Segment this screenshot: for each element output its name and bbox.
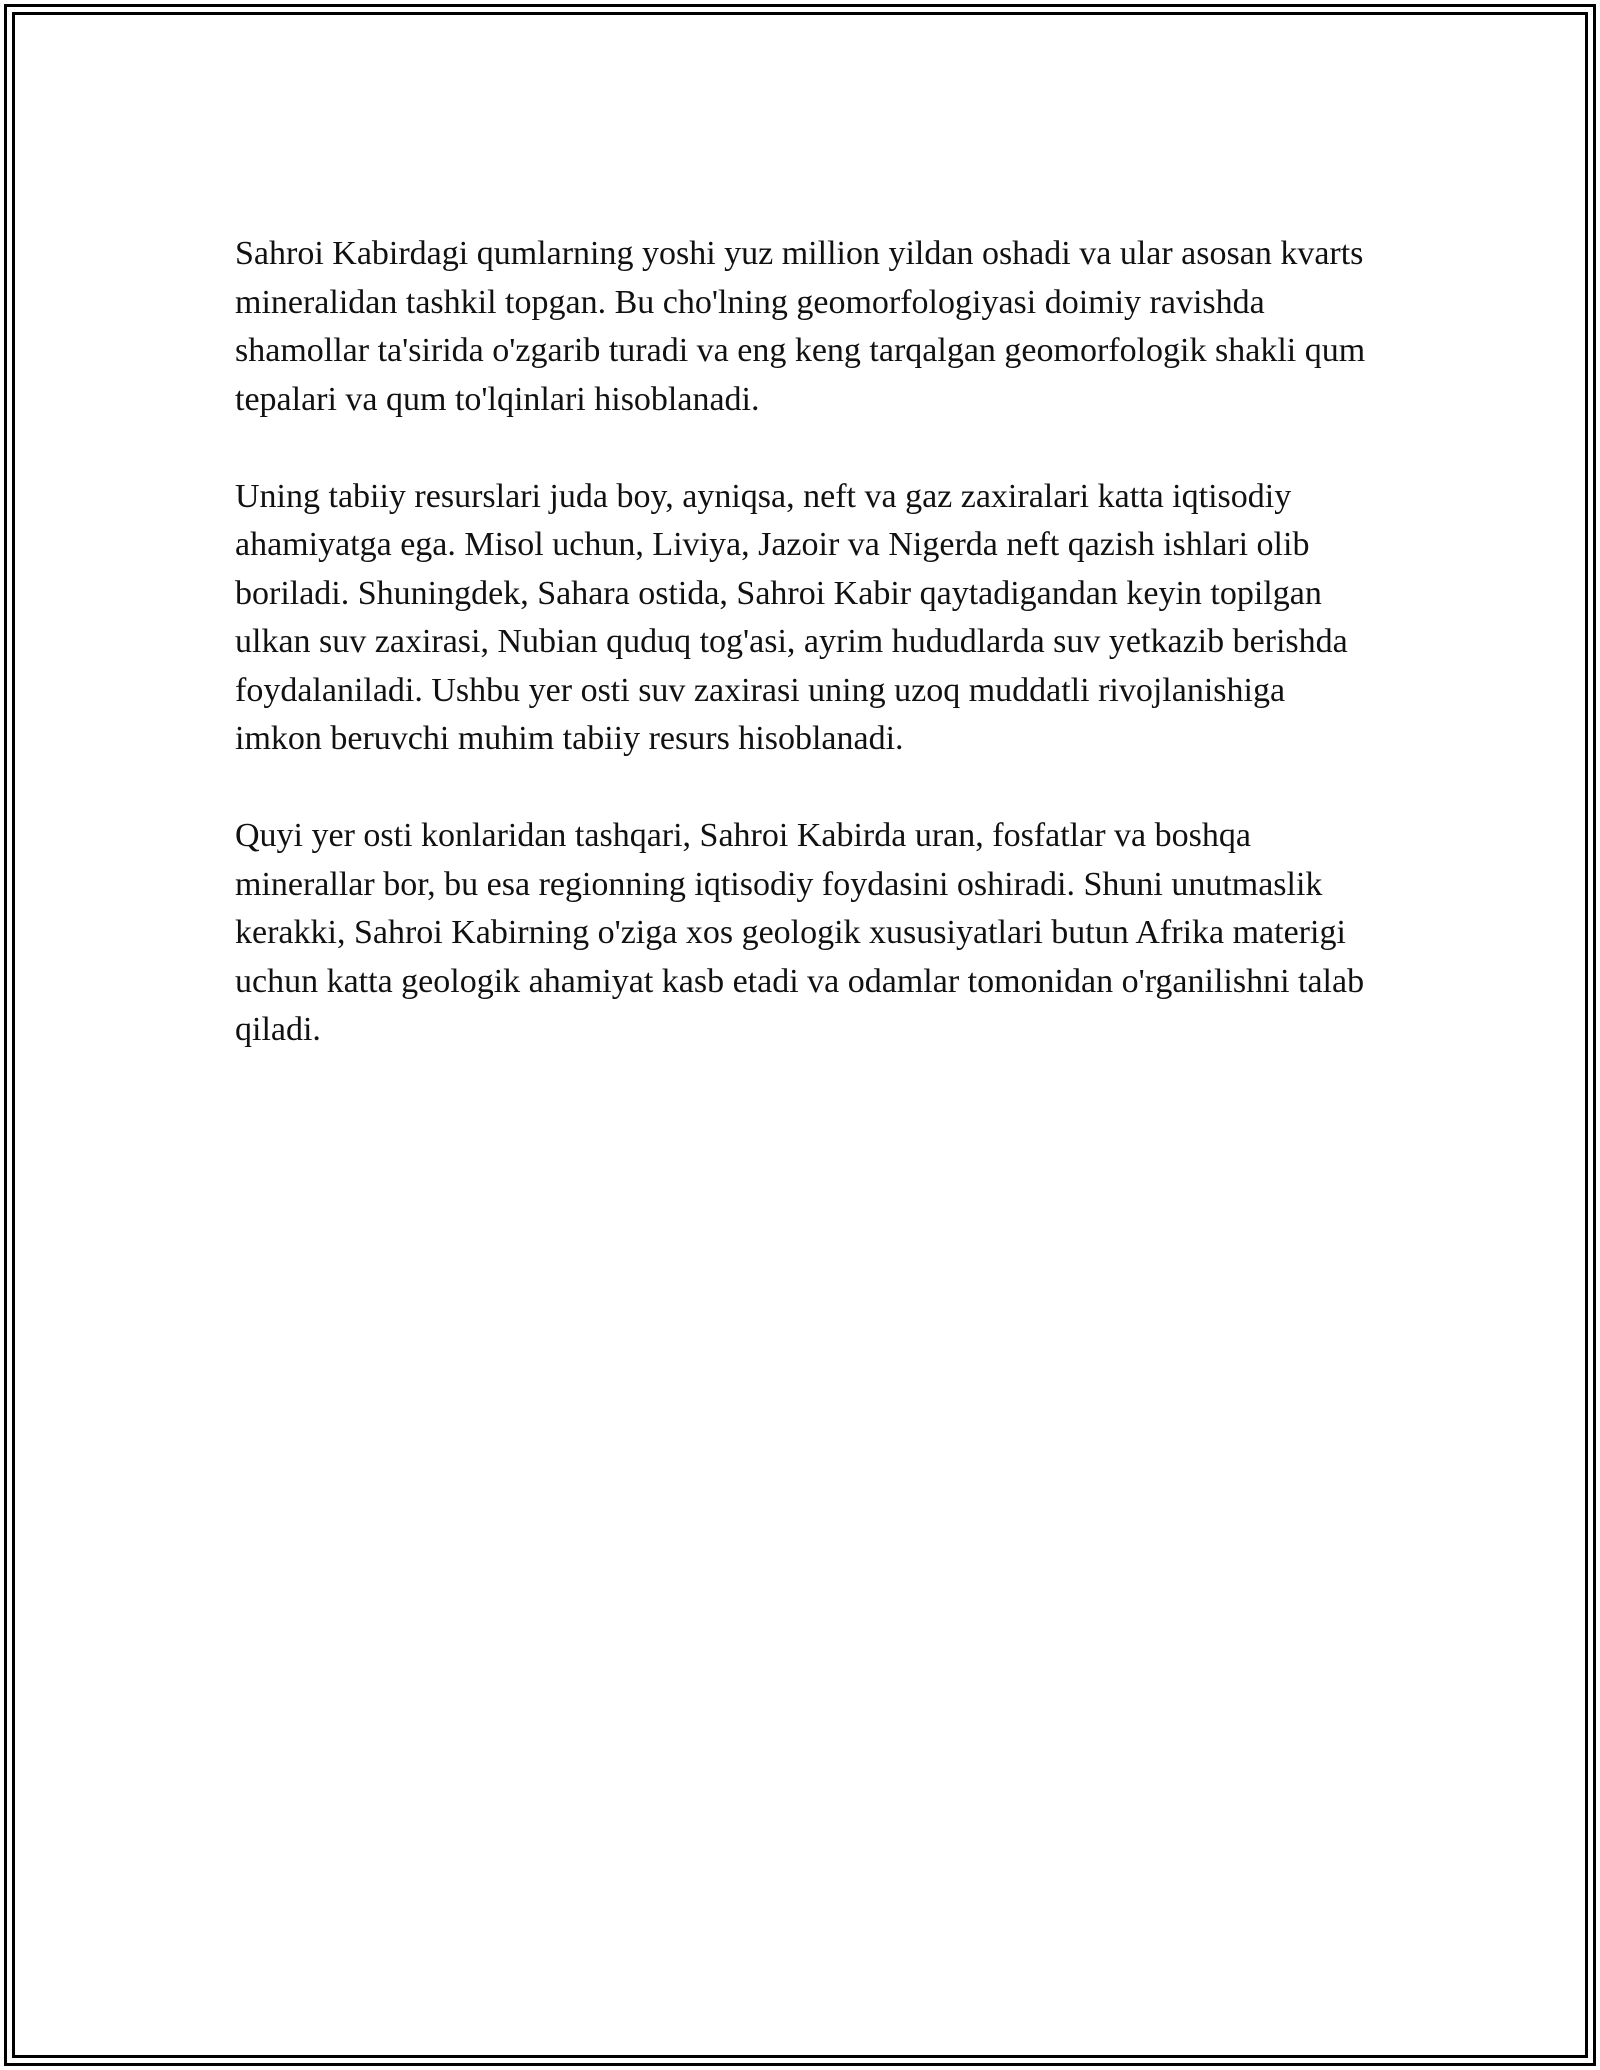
document-body [235,230,1375,1103]
paragraph-3: Quyi yer osti konlaridan tashqari, Sahroi Kabirda uran, fosfatlar va boshqa minerallar bor, bu esa regionning iqtisodiy foydasini oshiradi. Shuni unutmaslik kerakki, Sahroi Kabirning o'ziga xos geologik xususiyatlari butun Afrika materigi uchun katta geologik ahamiyat kasb etadi va odamlar tomonidan o'rganilishni talab qiladi. [235,817,1365,1048]
paragraph-1: Sahroi Kabirdagi qumlarning yoshi yuz million yildan oshadi va ular asosan kvarts mineralidan tashkil topgan. Bu cho'lning geomorfologiyasi doimiy ravishda shamollar ta'sirida o'zgarib turadi va eng keng tarqalgan geomorfologik shakli qum tepalari va qum to'lqinlari hisoblanadi. [235,235,1366,418]
paragraph-2: Uning tabiiy resurslari juda boy, ayniqsa, neft va gaz zaxiralari katta iqtisodiy ahamiyatga ega. Misol uchun, Liviya, Jazoir va Nigerda neft qazish ishlari olib boriladi. Shuningdek, Sahara ostida, Sahroi Kabir qaytadigandan keyin topilgan ulkan suv zaxirasi, Nubian quduq tog'asi, ayrim hududlarda suv yetkazib berishda foydalaniladi. Ushbu yer osti suv zaxirasi uning uzoq muddatli rivojlanishiga imkon beruvchi muhim tabiiy resurs hisoblanadi. [235,477,1348,757]
